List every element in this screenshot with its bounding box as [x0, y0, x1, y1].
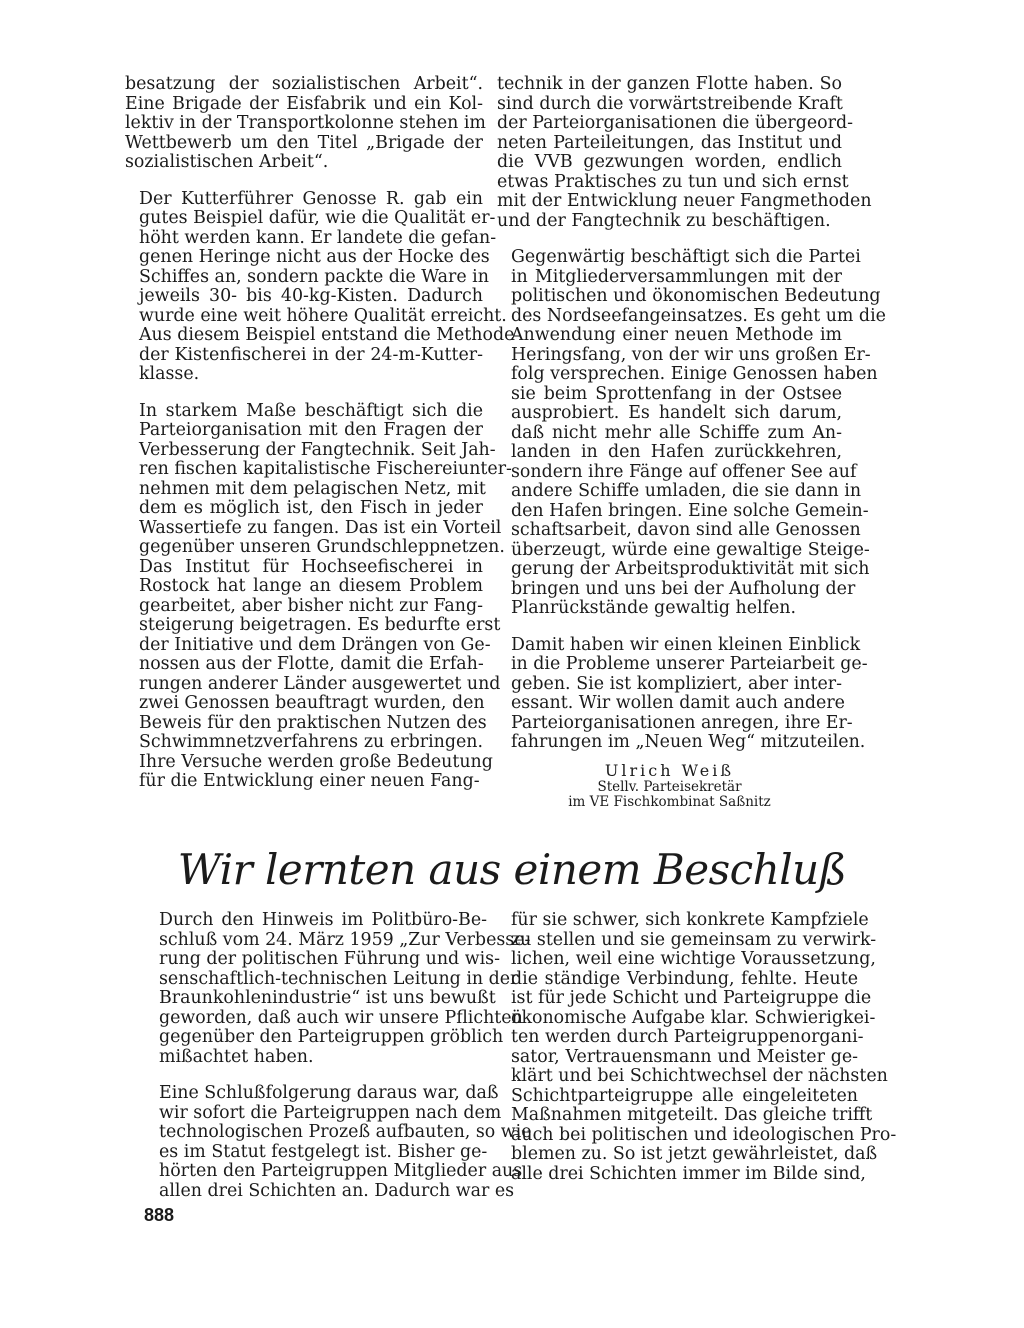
text-line: essant. Wir wollen damit auch andere [511, 693, 845, 713]
text-line: Schichtparteigruppe alle eingeleiteten [511, 1085, 858, 1106]
text-line: Durch den Hinweis im Politbüro-Be- [159, 910, 487, 930]
text-line: Das Institut für Hochseefischerei in [139, 556, 483, 577]
text-line: Anwendung einer neuen Methode im [511, 325, 842, 345]
text-line: geworden, daß auch wir unsere Pflichten [159, 1007, 523, 1028]
text-line: die ständige Verbindung, fehlte. Heute [511, 968, 858, 989]
text-line: senschaftlich-technischen Leitung in der [159, 968, 519, 989]
text-line: genen Heringe nicht aus der Hocke des [139, 247, 490, 267]
text-line: ökonomische Aufgabe klar. Schwierigkei- [511, 1007, 876, 1028]
text-line: gearbeitet, aber bisher nicht zur Fang- [139, 595, 483, 616]
author-role: Stellv. Parteisekretär [597, 779, 742, 795]
text-line: Wassertiefe zu fangen. Das ist ein Vorteil [139, 517, 502, 538]
text-line: alle drei Schichten immer im Bilde sind, [511, 1163, 866, 1184]
text-line: etwas Praktisches zu tun und sich ernst [497, 171, 849, 192]
text-line: gerung der Arbeitsproduktivität mit sich [511, 559, 870, 579]
text-line: Rostock hat lange an diesem Problem [139, 576, 483, 596]
text-line: Eine Brigade der Eisfabrik und ein Kol- [125, 93, 483, 114]
text-line: gegenüber unseren Grundschleppnetzen. [139, 537, 505, 557]
text-line: Eine Schlußfolgerung daraus war, daß [159, 1083, 499, 1103]
text-line: Ihre Versuche werden große Bedeutung [139, 751, 493, 772]
text-line: fahrungen im „Neuen Weg“ mitzuteilen. [511, 732, 866, 752]
text-line: allen drei Schichten an. Dadurch war es [159, 1180, 515, 1201]
text-line: geben. Sie ist kompliziert, aber inter- [511, 673, 842, 694]
text-line: es im Statut festgelegt ist. Bisher ge- [159, 1141, 488, 1162]
text-line: Schiffes an, sondern packte die Ware in [139, 266, 489, 287]
article-column-4 [511, 910, 897, 1184]
article-column-3 [145, 910, 532, 1201]
text-line: technik in der ganzen Flotte haben. So [497, 74, 842, 94]
text-line: der Kistenfischerei in der 24-m-Kutter- [139, 344, 483, 365]
text-line: sind durch die vorwärtstreibende Kraft [497, 93, 843, 114]
paragraph [125, 188, 515, 385]
text-line: dem es möglich ist, den Fisch in jeder [139, 498, 483, 518]
text-line: jeweils 30- bis 40-kg-Kisten. Dadurch [139, 286, 483, 306]
text-line: Aus diesem Beispiel entstand die Methode [139, 325, 515, 345]
text-line: sozialistischen Arbeit“. [125, 152, 329, 172]
text-line: die VVB gezwungen worden, endlich [497, 152, 842, 172]
text-line: Schwimmnetzverfahrens zu erbringen. [139, 732, 483, 752]
text-line: lichen, weil eine wichtige Voraussetzung, [511, 949, 876, 969]
text-line: Verbesserung der Fangtechnik. Seit Jah- [139, 439, 496, 460]
text-line: Gegenwärtig beschäftigt sich die Partei [511, 247, 861, 267]
text-line: sie beim Sprottenfang in der Ostsee [511, 383, 842, 404]
paragraph [125, 74, 486, 173]
text-line: mißachtet haben. [159, 1046, 314, 1067]
paragraph [511, 910, 897, 1184]
text-line: schaftsarbeit, davon sind alle Genossen [511, 520, 861, 540]
text-line: Parteiorganisation mit den Fragen der [139, 420, 483, 440]
text-line: Parteiorganisationen anregen, ihre Er- [511, 712, 853, 733]
text-line: gegenüber den Parteigruppen gröblich [159, 1027, 504, 1047]
text-line: Planrückstände gewaltig helfen. [511, 598, 797, 618]
text-line: bringen und uns bei der Aufholung der [511, 578, 856, 599]
text-line: rung der politischen Führung und wis- [159, 949, 500, 969]
text-line: In starkem Maße beschäftigt sich die [139, 400, 483, 421]
text-line: in die Probleme unserer Parteiarbeit ge- [511, 654, 868, 674]
text-line: steigerung beigetragen. Es bedurfte erst [139, 615, 501, 635]
paragraph [145, 1083, 532, 1201]
text-line: daß nicht mehr alle Schiffe zum An- [511, 422, 842, 443]
paragraph [145, 910, 531, 1067]
text-line: klärt und bei Schichtwechsel der nächsten [511, 1066, 888, 1086]
text-line: sondern ihre Fänge auf offener See auf [511, 461, 857, 482]
text-line: Braunkohlenindustrie“ ist uns bewußt [159, 988, 496, 1008]
text-line: und der Fangtechnik zu beschäftigen. [497, 210, 831, 231]
text-line: folg versprechen. Einige Genossen haben [511, 364, 878, 384]
paragraph [497, 74, 872, 231]
text-line: den Hafen bringen. Eine solche Gemein- [511, 500, 869, 521]
text-line: neten Parteileitungen, das Institut und [497, 132, 842, 153]
article-headline: Wir lernten aus einem Beschluß [177, 845, 847, 894]
author-name: Ulrich Weiß [604, 760, 735, 780]
text-line: ist für jede Schicht und Parteigruppe die [511, 988, 872, 1008]
text-line: für die Entwicklung einer neuen Fang- [139, 771, 480, 791]
text-line: überzeugt, würde eine gewaltige Steige- [511, 539, 870, 560]
signature-block [497, 761, 842, 811]
text-line: Heringsfang, von der wir uns großen Er- [511, 344, 871, 365]
text-line: zu stellen und sie gemeinsam zu verwirk- [511, 929, 877, 950]
text-line: in Mitgliederversammlungen mit der [511, 266, 842, 287]
text-line: wurde eine weit höhere Qualität erreicht. [139, 305, 507, 326]
text-line: technologischen Prozeß aufbauten, so wie [159, 1122, 532, 1142]
article-column-2 [497, 74, 886, 810]
text-line: nossen aus der Flotte, damit die Erfah- [139, 654, 484, 674]
text-line: lektiv in der Transportkolonne stehen im [125, 113, 486, 133]
text-line: Damit haben wir einen kleinen Einblick [511, 634, 861, 655]
text-line: Der Kutterführer Genosse R. gab ein [139, 188, 483, 209]
text-line: höht werden kann. Er landete die gefan- [139, 227, 497, 248]
text-line: der Parteiorganisationen die übergeord- [497, 113, 853, 133]
paragraph [497, 247, 886, 619]
text-line: nehmen mit dem pelagischen Netz, mit [139, 478, 486, 499]
text-line: Wettbewerb um den Titel „Brigade der [125, 132, 483, 153]
text-line: blemen zu. So ist jetzt gewährleistet, daß [511, 1144, 878, 1164]
text-line: schluß vom 24. März 1959 „Zur Verbesse- [159, 929, 531, 950]
text-line: sator, Vertrauensmann und Meister ge- [511, 1046, 858, 1067]
text-line: besatzung der sozialistischen Arbeit“. [125, 74, 483, 94]
text-line: zwei Genossen beauftragt wurden, den [139, 693, 485, 713]
text-line: ausprobiert. Es handelt sich darum, [511, 403, 842, 423]
text-line: andere Schiffe umladen, die sie dann in [511, 481, 862, 501]
article-column-1 [125, 74, 515, 792]
page-number: 888 [144, 1205, 175, 1225]
text-line: auch bei politischen und ideologischen Pro- [511, 1124, 897, 1145]
text-line: des Nordseefangeinsatzes. Es geht um die [511, 305, 886, 326]
text-line: der Initiative und dem Drängen von Ge- [139, 634, 491, 655]
text-line: Beweis für den praktischen Nutzen des [139, 712, 487, 733]
text-line: Maßnahmen mitgeteilt. Das gleiche trifft [511, 1105, 873, 1125]
text-line: gutes Beispiel dafür, wie die Qualität er- [139, 208, 496, 228]
text-line: politischen und ökonomischen Bedeutung [511, 286, 881, 306]
text-line: rungen anderer Länder ausgewertet und [139, 673, 501, 694]
paragraph [125, 400, 512, 792]
text-line: wir sofort die Parteigruppen nach dem [159, 1102, 502, 1123]
text-line: für sie schwer, sich konkrete Kampfziele [511, 910, 869, 930]
text-line: mit der Entwicklung neuer Fangmethoden [497, 191, 872, 211]
paragraph [497, 634, 868, 753]
text-line: hörten den Parteigruppen Mitglieder aus [159, 1161, 523, 1181]
author-organization: im VE Fischkombinat Saßnitz [568, 794, 771, 810]
text-line: klasse. [139, 364, 200, 384]
text-line: landen in den Hafen zurückkehren, [511, 442, 842, 462]
text-line: ren fischen kapitalistische Fischereiunter- [139, 459, 512, 479]
text-line: ten werden durch Parteigruppenorgani- [511, 1027, 864, 1047]
